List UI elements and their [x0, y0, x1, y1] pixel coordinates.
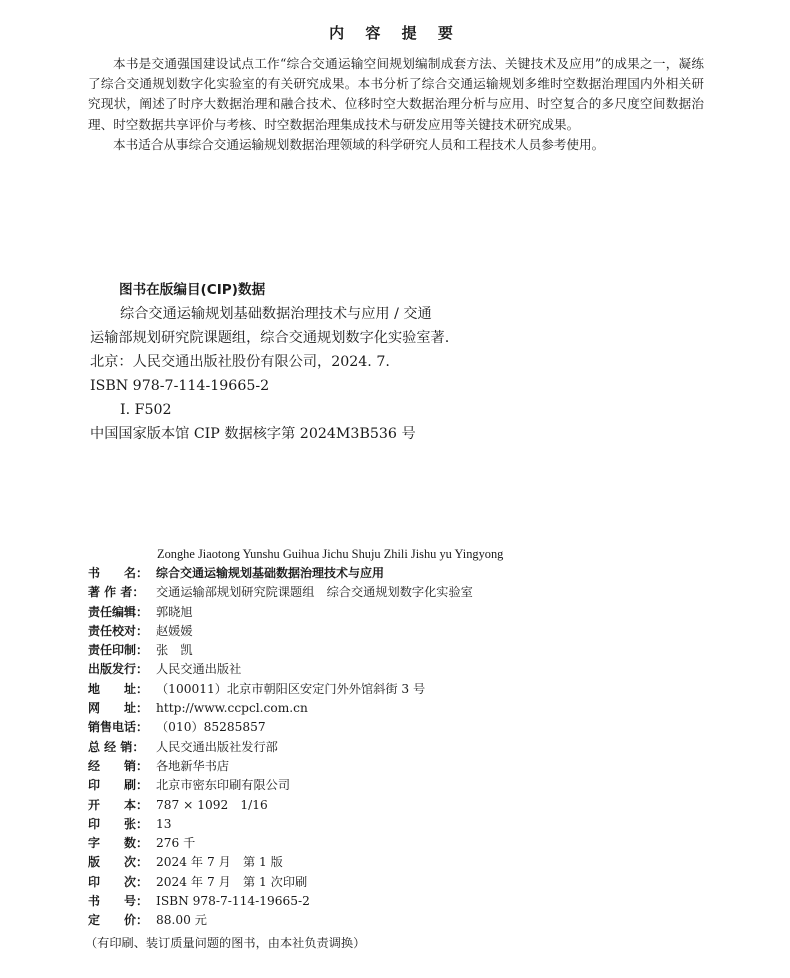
row-label: 总 经 销：: [88, 739, 145, 754]
row-label: 开 本：: [88, 797, 149, 812]
copyright-row: [88, 796, 473, 815]
row-value: 郭晓旭: [156, 604, 193, 619]
summary-paragraph: 本书适合从事综合交通运输规划数据治理领域的科学研究人员和工程技术人员参考使用。: [113, 136, 605, 152]
copyright-row: [88, 583, 473, 602]
row-value: 人民交通出版社: [156, 662, 242, 677]
copyright-row: [88, 718, 473, 737]
cip-line: 北京：人民交通出版社股份有限公司，2024. 7.: [90, 354, 390, 370]
row-value: 2024 年 7 月 第 1 版: [156, 855, 283, 870]
row-value: 综合交通运输规划基础数据治理技术与应用: [156, 566, 385, 580]
row-label: 印 张：: [88, 816, 149, 831]
row-value: 13: [156, 816, 172, 831]
row-label: 书 号：: [88, 894, 149, 909]
row-label: 网 址：: [88, 701, 149, 716]
copyright-row: [88, 853, 473, 872]
row-value: 张 凯: [156, 643, 193, 658]
copyright-row: [88, 699, 473, 718]
row-value: 787 × 1092 1/16: [156, 797, 268, 812]
row-label: 责任校对：: [88, 623, 149, 638]
row-label: 出版发行：: [88, 662, 149, 677]
row-value: 人民交通出版社发行部: [156, 739, 278, 754]
row-label: 责任印制：: [88, 643, 149, 658]
copyright-row: [88, 641, 473, 660]
row-label: 责任编辑：: [88, 604, 149, 619]
row-value: （100011）北京市朝阳区安定门外外馆斜街 3 号: [156, 681, 426, 696]
row-value: 88.00 元: [156, 913, 207, 928]
copyright-row: [88, 603, 473, 622]
pinyin-title: Zonghe Jiaotong Yunshu Guihua Jichu Shuju Zhili Jishu yu Yingyong: [157, 547, 504, 561]
copyright-row: [88, 892, 473, 911]
cip-line: 运输部规划研究院课题组，综合交通规划数字化实验室著.: [90, 330, 450, 346]
copyright-row: [88, 680, 473, 699]
cip-line: Ⅰ. F502: [120, 402, 172, 418]
row-value: 276 千: [156, 836, 196, 851]
copyright-row: [88, 564, 473, 583]
copyright-row: [88, 622, 473, 641]
row-label: 字 数：: [88, 836, 149, 851]
row-value: http://www.ccpcl.com.cn: [156, 701, 308, 716]
row-label: 著 作 者：: [88, 585, 145, 600]
cip-line: ISBN 978-7-114-19665-2: [90, 378, 270, 394]
row-value: 赵媛媛: [156, 623, 193, 638]
copyright-row: [88, 834, 473, 853]
row-value: ISBN 978-7-114-19665-2: [156, 894, 310, 909]
copyright-row: [88, 757, 473, 776]
copyright-row: [88, 660, 473, 679]
row-value: 交通运输部规划研究院课题组 综合交通规划数字化实验室: [156, 585, 473, 600]
row-value: 各地新华书店: [156, 758, 230, 773]
row-label: 书 名：: [88, 566, 149, 580]
summary-section: [88, 54, 704, 155]
row-label: 经 销：: [88, 758, 149, 773]
row-value: 北京市密东印刷有限公司: [156, 778, 291, 793]
copyright-row: [88, 776, 473, 795]
copyright-row: [88, 911, 473, 930]
quality-notice: （有印刷、装订质量问题的图书，由本社负责调换）: [85, 936, 366, 950]
copyright-row: [88, 873, 473, 892]
row-label: 印 刷：: [88, 778, 149, 793]
summary-paragraph: 本书是交通强国建设试点工作“综合交通运输空间规划编制成套方法、关键技术及应用”的成果之一，凝练了综合交通规划数字化实验室的有关研究成果。本书分析了综合交通运输规划多维时空数据治理国内外相关研究现状，阐述了时序大数据治理和融合技术、位移时空大数据治理分析与应用、时空复合的多尺度空间数据治理、时空数据共享评价与考核、时空数据治理集成技术与研发应用等关键技术研究成果。: [88, 56, 704, 132]
row-label: 地 址：: [88, 681, 149, 696]
row-label: 印 次：: [88, 874, 149, 889]
cip-line: 中国国家版本馆 CIP 数据核字第 2024M3B536 号: [90, 426, 416, 442]
row-label: 定 价：: [88, 913, 149, 928]
summary-title: 内 容 提 要: [329, 24, 461, 42]
cip-title: 图书在版编目(CIP)数据: [119, 282, 266, 298]
row-label: 版 次：: [88, 855, 149, 870]
copyright-row: [88, 815, 473, 834]
row-value: （010）85285857: [156, 720, 266, 735]
row-value: 2024 年 7 月 第 1 次印刷: [156, 874, 308, 889]
cip-section: [90, 278, 449, 446]
copyright-row: [88, 738, 473, 757]
row-label: 销售电话：: [88, 720, 149, 735]
cip-line: 综合交通运输规划基础数据治理技术与应用 / 交通: [120, 306, 432, 322]
copyright-table: [88, 564, 473, 931]
